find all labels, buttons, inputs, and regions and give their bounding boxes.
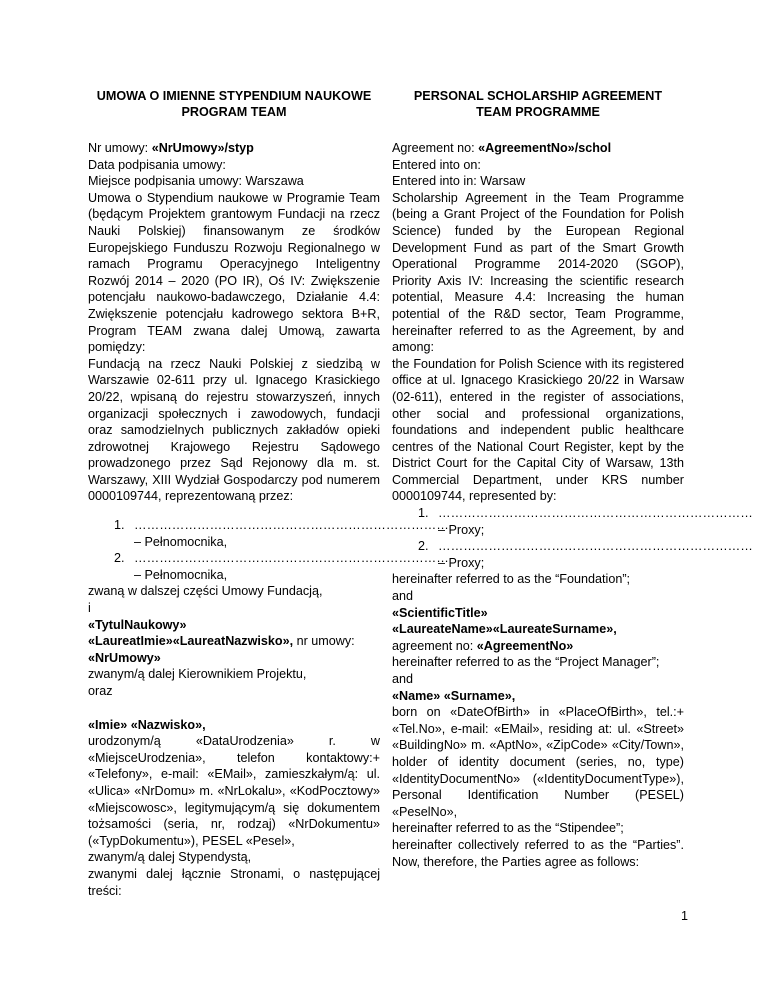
english-rep1-number: 1.	[418, 506, 429, 521]
polish-date-line: Data podpisania umowy:	[88, 157, 226, 172]
polish-laureate-name: «LaureatImie»«LaureatNazwisko»,	[88, 634, 294, 649]
polish-rep2-dots: …………………………………………………………………	[134, 551, 449, 566]
english-and-1: and	[392, 589, 414, 604]
polish-and-1: i	[88, 601, 91, 616]
english-agreement-number	[392, 140, 684, 157]
english-representative-2	[392, 538, 753, 571]
polish-nr-value: «NrUmowy»/styp	[151, 141, 254, 155]
polish-stipendee-details: urodzonym/ą «DataUrodzenia» r. w «MiejsceUrodzenia», telefon kontaktowy:+ «Telefony», e-mail: «EMail», zamieszkałym/ą: ul. «Ulica» «NrDomu» m. «NrLokalu», «KodPocztowy» «Miejscowosc», legitymującym/ą się dokumentem tożsamości (seria, nr, rodzaj) «NrDokumentu» («TypDokumentu»), PESEL «Pesel»,	[88, 734, 380, 848]
english-rep2-role: – Proxy;	[438, 555, 485, 570]
english-column	[392, 88, 753, 870]
polish-laureate-nr-label: nr umowy:	[293, 634, 355, 649]
polish-place-line: Miejsce podpisania umowy: Warszawa	[88, 174, 304, 189]
english-title-line2: TEAM PROGRAMME	[476, 105, 600, 119]
polish-title	[88, 88, 380, 120]
english-nr-value: «AgreementNo»/schol	[478, 141, 612, 155]
english-laureate-name: «LaureateName»«LaureateSurname»,	[392, 622, 617, 637]
english-title-line1: PERSONAL SCHOLARSHIP AGREEMENT	[413, 89, 663, 103]
polish-representative-2	[88, 550, 449, 583]
polish-manager-ref: zwanym/ą dalej Kierownikiem Projektu,	[88, 667, 307, 682]
polish-parties: zwanymi dalej łącznie Stronami, o następującej treści:	[88, 866, 380, 898]
polish-nr-label: Nr umowy:	[88, 141, 152, 155]
english-parties: hereinafter collectively referred to as the “Parties”. Now, therefore, the Parties agree as follows:	[392, 837, 684, 869]
english-rep2-number: 2.	[418, 539, 429, 554]
english-foundation-ref: hereinafter referred to as the “Foundation”;	[392, 572, 631, 587]
english-foundation: the Foundation for Polish Science with its registered office at ul. Ignacego Krasickiego 20/22 in Warsaw (02-611), entered in the register of associations, other social and professional organizations, foundations and independent public healthcare centres of the National Court Register, kept by the District Court for the Capital City of Warsaw, 13th Commercial Department, under KRS number 0000109744, represented by:	[392, 356, 684, 504]
english-manager-ref: hereinafter referred to as the “Project Manager”;	[392, 655, 660, 670]
polish-foundation-ref: zwaną w dalszej części Umowy Fundacją,	[88, 584, 323, 599]
polish-foundation: Fundacją na rzecz Nauki Polskiej z siedzibą w Warszawie 02-611 przy ul. Ignacego Krasickiego 20/22, wpisaną do rejestru stowarzyszeń, innych organizacji społecznych i zawodowych, fundacji oraz samodzielnych publicznych zakładów opieki zdrowotnej Krajowego Rejestru Sądowego prowadzonego przez Sąd Rejonowy dla m. st. Warszawy, XIII Wydział Gospodarczy pod numerem 0000109744, reprezentowaną przez:	[88, 356, 380, 504]
english-intro: Scholarship Agreement in the Team Programme (being a Grant Project of the Foundation for Polish Science) funded by the European Regional Development Fund as part of the Smart Growth Operational Programme 2014-2020 (SGOP), Priority Axis IV: Increasing the scientific research potential, Measure 4.4: Increasing the human potential of the R&D sector, Team Programme, hereinafter referred to as the Agreement, by and among:	[392, 190, 684, 355]
polish-rep2-number: 2.	[114, 551, 125, 566]
english-laureate-nr: «AgreementNo»	[476, 638, 574, 653]
polish-laureate-nr: «NrUmowy»	[88, 650, 161, 665]
polish-laureate-line	[88, 633, 380, 650]
polish-title-line2: PROGRAM TEAM	[181, 105, 287, 119]
english-rep1-dots: …………………………………………………………………	[438, 506, 753, 521]
english-and-2: and	[392, 672, 414, 686]
polish-scientific-title: «TytulNaukowy»	[88, 617, 187, 632]
polish-stipendee-name: «Imie» «Nazwisko»,	[88, 717, 206, 732]
polish-intro: Umowa o Stypendium naukowe w Programie Team (będącym Projektem grantowym Fundacji na rzecz Nauki Polskiej) finansowanym ze środków Europejskiego Funduszu Rozwoju Regionalnego w ramach Programu Operacyjnego Inteligentny Rozwój 2014 – 2020 (PO IR), Oś IV: Zwiększenie potencjału naukowo-badawczego, Działanie 4.4: Zwiększenie potencjału kadrowego sektora B+R, Program TEAM zwana dalej Umową, zawarta pomiędzy:	[88, 190, 380, 355]
polish-agreement-number	[88, 140, 380, 157]
english-nr-label: Agreement no:	[392, 141, 479, 155]
page-number: 1	[680, 909, 688, 923]
polish-representative-1	[88, 517, 449, 550]
polish-rep1-dots: …………………………………………………………………	[134, 518, 449, 533]
polish-title-line1: UMOWA O IMIENNE STYPENDIUM NAUKOWE	[96, 89, 372, 103]
polish-and-2: oraz	[88, 684, 113, 698]
polish-rep2-role: – Pełnomocnika,	[134, 567, 228, 582]
polish-rep1-number: 1.	[114, 518, 125, 533]
english-stipendee-ref: hereinafter referred to as the “Stipendee”;	[392, 821, 624, 836]
english-rep1-role: – Proxy;	[438, 522, 485, 537]
english-laureate-nr-label: agreement no:	[392, 638, 477, 653]
english-stipendee-details: born on «DateOfBirth» in «PlaceOfBirth», tel.:+ «Tel.No», e-mail: «EMail», residing at: ul. «Street» «BuildingNo» m. «AptNo», «ZipCode» «City/Town», holder of identity document (series, no, type) «IdentityDocumentNo» («IdentityDocumentType»), Personal Identification Number (PESEL) «PeselNo»,	[392, 705, 684, 819]
english-rep2-dots: …………………………………………………………………	[438, 539, 753, 554]
english-date-line: Entered into on:	[392, 157, 481, 172]
english-laureate-nr-line	[392, 638, 684, 655]
english-title	[392, 88, 684, 120]
english-place-line: Entered into in: Warsaw	[392, 174, 526, 189]
polish-stipendee-ref: zwanym/ą dalej Stypendystą,	[88, 850, 252, 865]
english-stipendee-name: «Name» «Surname»,	[392, 688, 516, 703]
polish-rep1-role: – Pełnomocnika,	[134, 534, 228, 549]
english-representative-1	[392, 505, 753, 538]
english-scientific-title: «ScientificTitle»	[392, 605, 488, 620]
